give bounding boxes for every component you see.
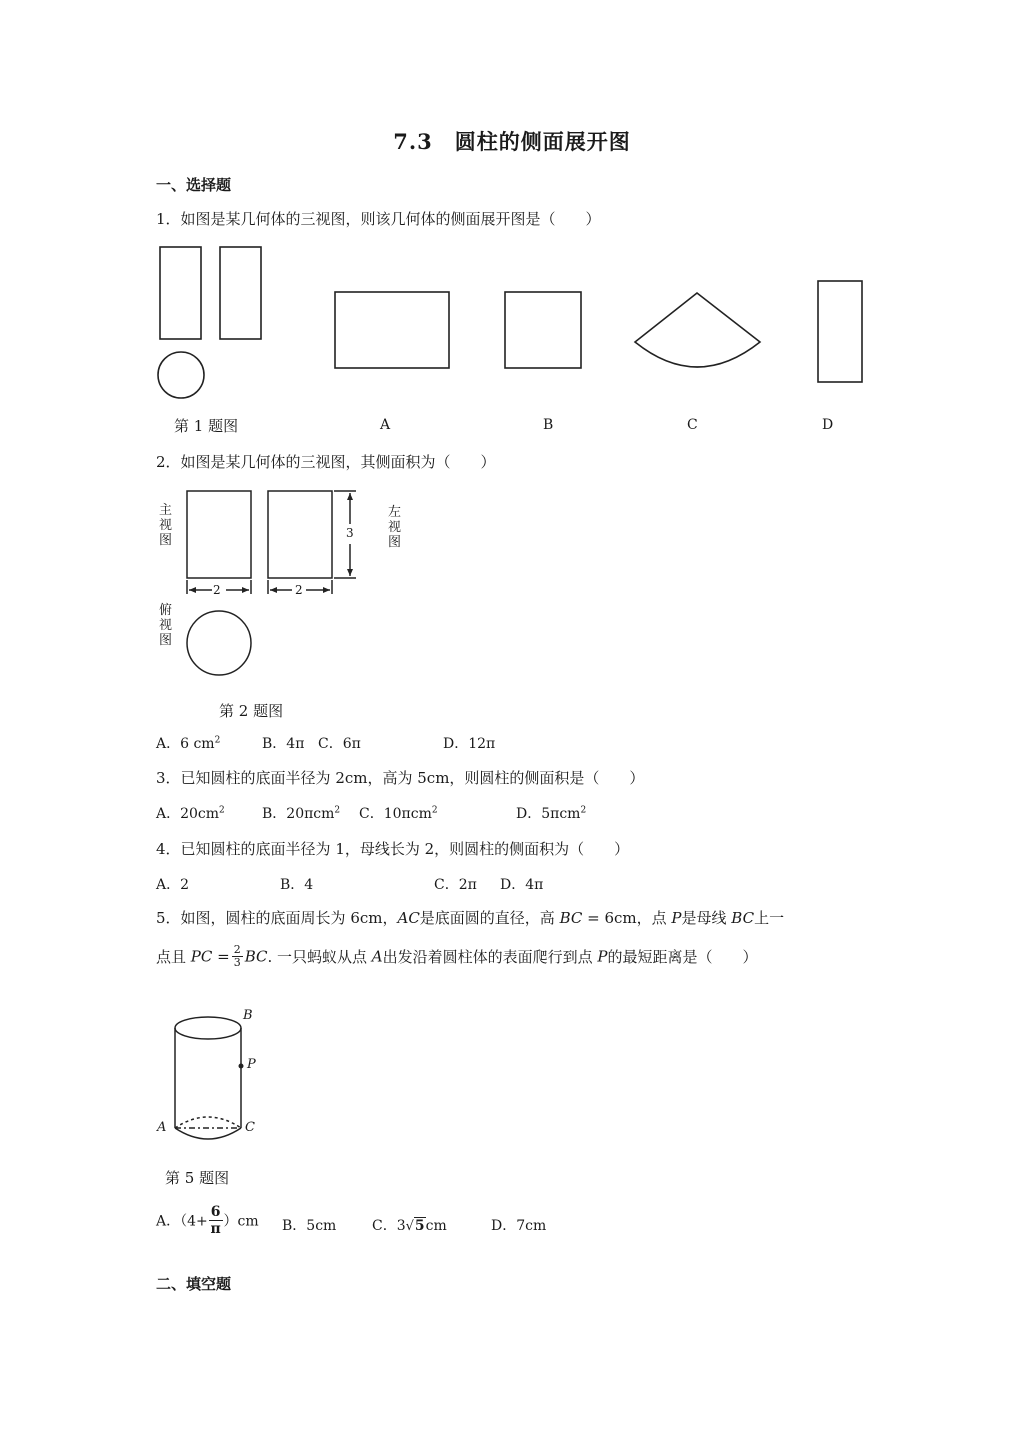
- q5-option-a-fraction: $\frac{6}{\pi}$: [210, 1204, 221, 1237]
- question-5-line-2: 点且 PC = $\frac{2}{3}$ BC. 一只蚂蚁从点 A出发沿着圆柱体的表面爬行到点 P的最短距离是（ ）: [156, 943, 758, 969]
- q3-option-a: A．$20cm^2$: [156, 805, 225, 822]
- q2-dim-width-1: 2: [213, 583, 221, 597]
- q5-point-p-dot: [239, 1064, 244, 1069]
- q5-label-a: A: [157, 1120, 167, 1135]
- q5-option-a: A．（4+ $\frac{6}{\pi})cm$: [156, 1204, 259, 1237]
- q4-option-a: A．2: [156, 877, 190, 893]
- q5-top-ellipse: [175, 1017, 241, 1039]
- question-4-text: 4．已知圆柱的底面半径为 1，母线长为 2，则圆柱的侧面积为（ ）: [156, 840, 630, 858]
- q5-option-b: B．5cm: [282, 1218, 337, 1234]
- q5-option-c: C．3√5cm: [372, 1218, 447, 1234]
- q5-label-c: C: [245, 1120, 255, 1135]
- q2-dim-height: 3: [346, 526, 354, 540]
- q2-top-view-label: 俯视图: [159, 603, 173, 648]
- q5-caption: 第 5 题图: [165, 1169, 230, 1187]
- q2-option-a: A．6 $cm^2$: [156, 735, 221, 752]
- question-2-text: 2．如图是某几何体的三视图，其侧面积为（ ）: [156, 453, 496, 471]
- question-5-line-1: 5．如图，圆柱的底面周长为 6cm，AC是底面圆的直径，高 BC = 6cm，点 P是母线 BC上一: [156, 909, 785, 927]
- q2-left-view-label: 左视图: [388, 505, 402, 550]
- q2-option-b: B．4π: [262, 736, 305, 752]
- q4-option-b: B．4: [280, 877, 314, 893]
- q5-option-d: D．7cm: [491, 1218, 547, 1234]
- q3-option-c: C．10πcm$^2$: [359, 805, 438, 822]
- q2-dim-width-2: 2: [295, 583, 303, 597]
- question-1-text: 1．如图是某几何体的三视图，则该几何体的侧面展开图是（ ）: [156, 210, 601, 228]
- section-heading-fill: 二、填空题: [156, 1275, 232, 1293]
- section-heading-choice: 一、选择题: [156, 176, 232, 194]
- q1-label-d: D: [822, 417, 834, 433]
- q1-label-b: B: [543, 417, 554, 433]
- q1-label-a: A: [380, 417, 391, 433]
- q5-fraction: $\frac{2}{3}$: [233, 943, 241, 969]
- q3-option-d: D．5πcm$^2$: [516, 805, 587, 822]
- q5-label-p: P: [247, 1057, 256, 1072]
- q2-option-d: D．12π: [443, 736, 496, 752]
- q4-option-d: D．4π: [500, 877, 544, 893]
- page-title: 7.3 圆柱的侧面展开图: [393, 129, 631, 154]
- q3-option-b: B．20πcm$^2$: [262, 805, 341, 822]
- q5-label-b: B: [243, 1008, 253, 1023]
- q2-front-view-label: 主视图: [159, 503, 173, 548]
- q2-option-c: C．6π: [318, 736, 361, 752]
- q2-caption: 第 2 题图: [219, 702, 284, 720]
- q1-label-c: C: [687, 417, 698, 433]
- q4-option-c: C．2π: [434, 877, 477, 893]
- question-3-text: 3．已知圆柱的底面半径为 2cm，高为 5cm，则圆柱的侧面积是（ ）: [156, 769, 645, 787]
- q1-caption: 第 1 题图: [174, 417, 239, 435]
